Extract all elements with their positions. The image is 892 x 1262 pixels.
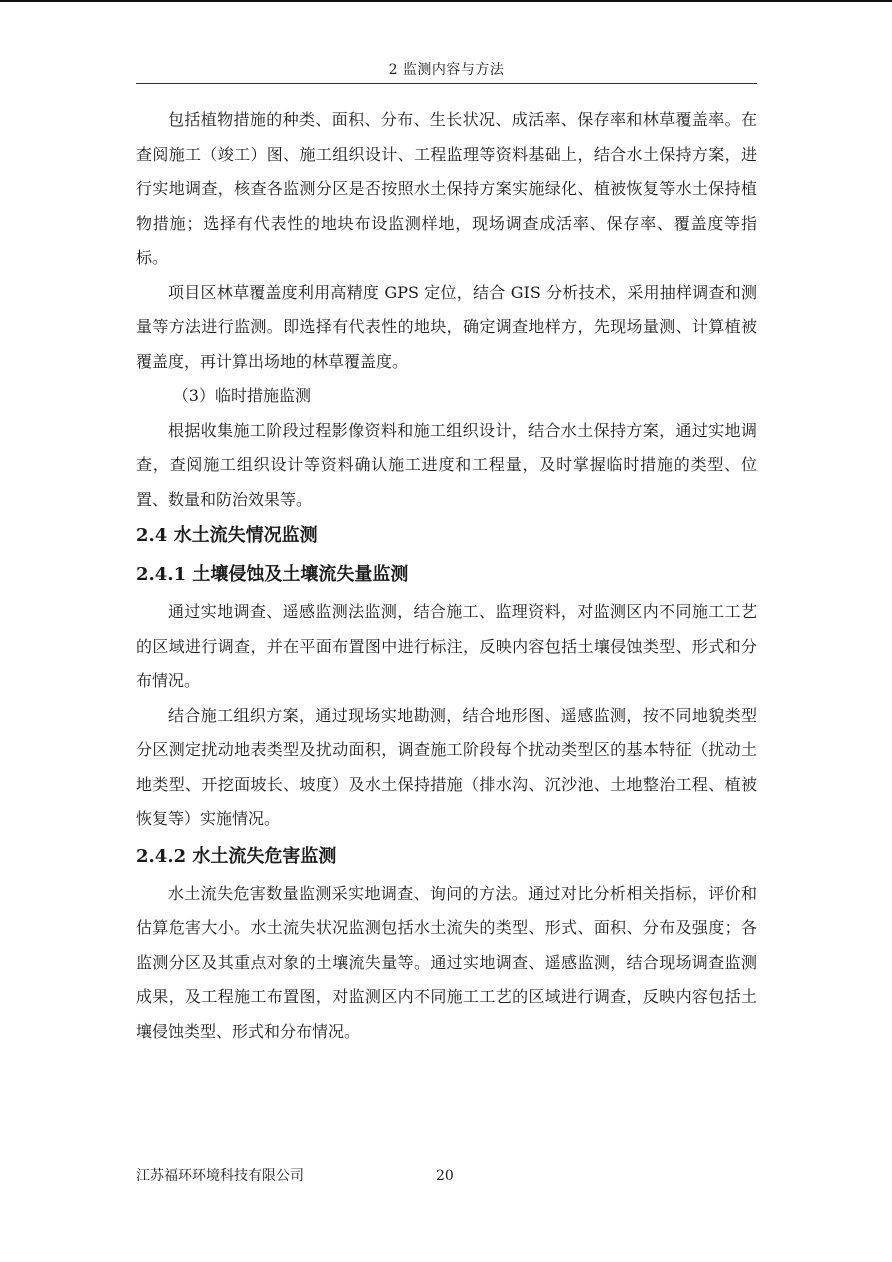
section-heading: 2.4 水土流失情况监测 <box>136 525 318 546</box>
running-header: 2 监测内容与方法 <box>388 62 505 78</box>
body-text <box>136 103 757 1049</box>
paragraph: 包括植物措施的种类、面积、分布、生长状况、成活率、保存率和林草覆盖率。在查阅施工（竣工）图、施工组织设计、工程监理等资料基础上，结合水土保持方案，进行实地调查，核查各监测分区是否按照水土保持方案实施绿化、植被恢复等水土保持植物措施；选择有代表性的地块布设监测样地，现场调查成活率、保存率、覆盖度等指标。 <box>136 110 757 267</box>
paragraph: 结合施工组织方案，通过现场实地勘测，结合地形图、遥感监测，按不同地貌类型分区测定扰动地表类型及扰动面积，调查施工阶段每个扰动类型区的基本特征（扰动土地类型、开挖面坡长、坡度）及水土保持措施（排水沟、沉沙池、土地整治工程、植被恢复等）实施情况。 <box>136 705 757 828</box>
subsection-heading: 2.4.2 水土流失危害监测 <box>136 845 337 867</box>
paragraph: 通过实地调查、遥感监测法监测，结合施工、监理资料，对监测区内不同施工工艺的区域进行调查，并在平面布置图中进行标注，反映内容包括土壤侵蚀类型、形式和分布情况。 <box>136 602 757 690</box>
subsection-label: （3）临时措施监测 <box>172 386 311 405</box>
paragraph: 根据收集施工阶段过程影像资料和施工组织设计，结合水土保持方案，通过实地调查，查阅施工组织设计等资料确认施工进度和工程量，及时掌握临时措施的类型、位置、数量和防治效果等。 <box>136 420 757 509</box>
paragraph: 水土流失危害数量监测采实地调查、询问的方法。通过对比分析相关指标，评价和估算危害大小。水土流失状况监测包括水土流失的类型、形式、面积、分布及强度；各监测分区及其重点对象的土壤流失量等。通过实地调查、遥感监测，结合现场调查监测成果，及工程施工布置图，对监测区内不同施工工艺的区域进行调查，反映内容包括土壤侵蚀类型、形式和分布情况。 <box>136 883 757 1041</box>
paragraph: 项目区林草覆盖度利用高精度 GPS 定位，结合 GIS 分析技术，采用抽样调查和测量等方法进行监测。即选择有代表性的地块，确定调查地样方，先现场量测、计算植被覆盖度，再计算出场地的林草覆盖度。 <box>136 282 757 371</box>
footer-company: 江苏福环环境科技有限公司 <box>136 1168 304 1184</box>
header-rule <box>136 83 757 84</box>
subsection-heading: 2.4.1 土壤侵蚀及土壤流失量监测 <box>136 564 409 585</box>
page-number: 20 <box>436 1168 454 1184</box>
top-border <box>0 0 892 2</box>
